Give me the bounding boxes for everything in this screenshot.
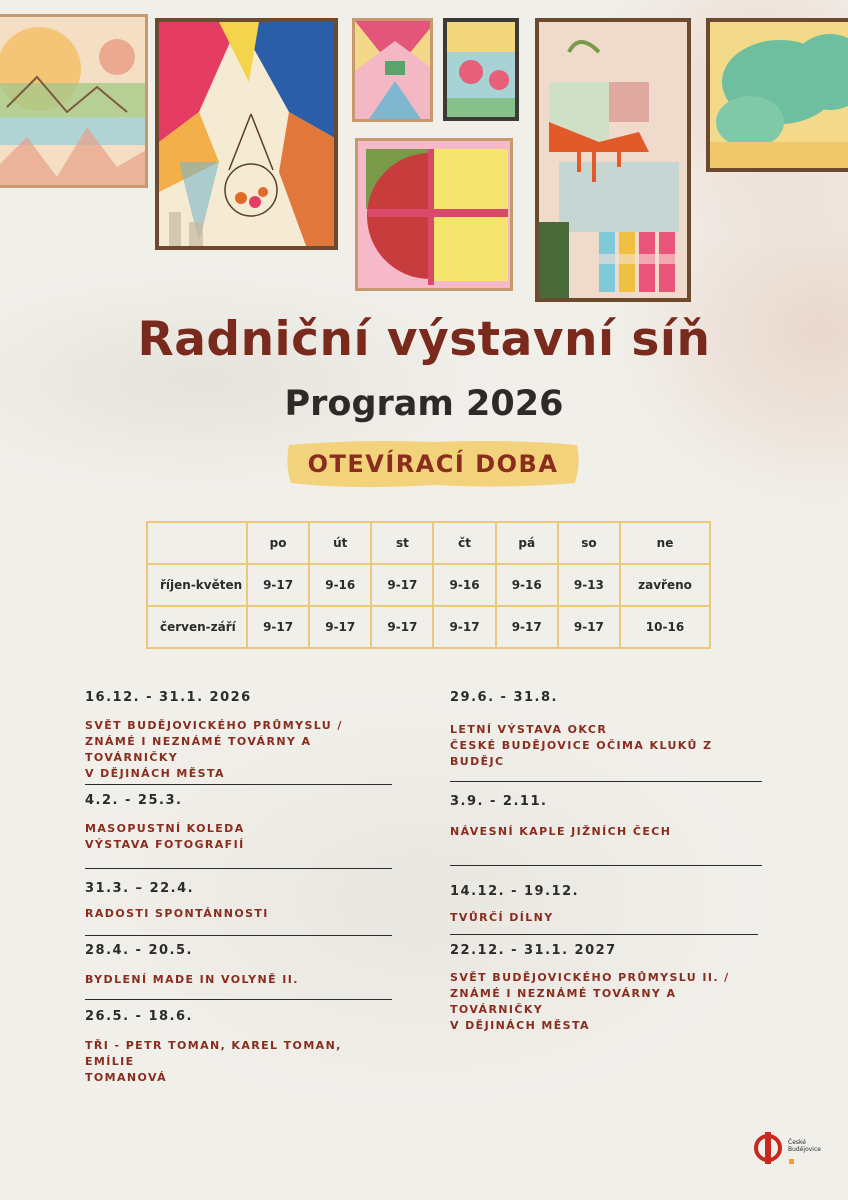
city-logo-wordmark [788, 1139, 821, 1153]
exhibition-title-line: LETNÍ VÝSTAVA OKCR [450, 723, 608, 736]
exhibition-title-line: TŘI - PETR TOMAN, KAREL TOMAN, EMÍLIE [85, 1039, 342, 1068]
hours-cell: zavřeno [620, 564, 710, 606]
artwork-green-cloud [706, 18, 848, 172]
exhibition-entry [450, 866, 758, 935]
exhibition-title [450, 722, 762, 770]
exhibition-date: 31.3. – 22.4. [85, 881, 195, 896]
hours-cell: 9-13 [558, 564, 620, 606]
exhibition-title [450, 824, 762, 840]
hours-cell: 9-16 [309, 564, 371, 606]
day-header: čt [433, 522, 495, 564]
table-row [147, 606, 710, 648]
exhibition-date: 28.4. - 20.5. [85, 943, 193, 958]
season-label: červen-září [147, 606, 247, 648]
program-column-left [85, 688, 392, 1084]
hours-cell: 10-16 [620, 606, 710, 648]
exhibition-title-line: V DĚJINÁCH MĚSTA [85, 767, 225, 780]
artwork-small-circles [443, 18, 519, 121]
logo-line: České [788, 1139, 806, 1146]
exhibition-title-line: SVĚT BUDĚJOVICKÉHO PRŮMYSLU / [85, 719, 343, 732]
exhibition-entry [450, 690, 762, 782]
exhibition-date: 22.12. - 31.1. 2027 [450, 943, 617, 958]
table-header-row [147, 522, 710, 564]
exhibition-entry [450, 782, 762, 866]
exhibition-title [85, 718, 392, 782]
exhibition-date: 29.6. - 31.8. [450, 690, 558, 705]
day-header: so [558, 522, 620, 564]
hours-cell: 9-17 [433, 606, 495, 648]
logo-line: Budějovice [788, 1146, 821, 1153]
exhibition-title-line: BYDLENÍ MADE IN VOLYNĚ II. [85, 973, 299, 986]
table-corner-cell [147, 522, 247, 564]
exhibition-title-line: NÁVESNÍ KAPLE JIŽNÍCH ČECH [450, 825, 672, 838]
hours-cell: 9-17 [558, 606, 620, 648]
day-header: pá [496, 522, 558, 564]
exhibition-title-line: VÝSTAVA FOTOGRAFIÍ [85, 838, 245, 851]
opening-hours-table [146, 521, 711, 649]
day-header: út [309, 522, 371, 564]
exhibition-title-line: MASOPUSTNÍ KOLEDA [85, 822, 245, 835]
exhibition-entry [85, 785, 392, 869]
hours-heading: OTEVÍRACÍ DOBA [307, 450, 559, 478]
hours-cell: 9-17 [496, 606, 558, 648]
exhibition-title [85, 821, 392, 853]
exhibition-title-line: ZNÁMÉ I NEZNÁMÉ TOVÁRNY A TOVÁRNIČKY [85, 735, 312, 764]
exhibition-title-line: RADOSTI SPONTÁNNOSTI [85, 907, 269, 920]
exhibition-entry [450, 935, 762, 1032]
program-column-right [450, 690, 762, 1032]
exhibition-title-line: TOMANOVÁ [85, 1071, 168, 1084]
hours-cell: 9-16 [433, 564, 495, 606]
exhibition-title-line: V DĚJINÁCH MĚSTA [450, 1019, 590, 1032]
exhibition-title [450, 910, 758, 926]
day-header: st [371, 522, 433, 564]
exhibition-entry [85, 688, 392, 785]
exhibition-date: 4.2. - 25.3. [85, 793, 183, 808]
exhibition-title [85, 972, 392, 988]
exhibition-date: 26.5. - 18.6. [85, 1009, 193, 1024]
exhibition-entry [85, 1000, 392, 1084]
hours-cell: 9-17 [309, 606, 371, 648]
artwork-collage [535, 18, 691, 302]
page-subtitle: Program 2026 [284, 384, 564, 424]
exhibition-title [85, 906, 392, 922]
exhibition-date: 14.12. - 19.12. [450, 884, 580, 899]
page-title: Radniční výstavní síň [137, 312, 711, 367]
hours-cell: 9-17 [371, 564, 433, 606]
exhibition-title-line: ZNÁMÉ I NEZNÁMÉ TOVÁRNY A TOVÁRNIČKY [450, 987, 677, 1016]
artwork-small-triangles [352, 18, 433, 122]
exhibition-title [85, 1038, 392, 1086]
exhibition-title-line: TVŮRČÍ DÍLNY [450, 911, 554, 924]
exhibition-date: 16.12. - 31.1. 2026 [85, 690, 252, 705]
exhibition-entry [85, 936, 392, 1000]
artwork-abstract-landscape [0, 14, 148, 188]
hours-cell: 9-17 [247, 606, 309, 648]
artwork-red-circle [355, 138, 513, 291]
artwork-hanging-basket [155, 18, 338, 250]
day-header: po [247, 522, 309, 564]
day-header: ne [620, 522, 710, 564]
table-row [147, 564, 710, 606]
hours-cell: 9-16 [496, 564, 558, 606]
season-label: říjen-květen [147, 564, 247, 606]
hours-cell: 9-17 [371, 606, 433, 648]
hours-heading-banner [283, 437, 583, 491]
exhibition-date: 3.9. - 2.11. [450, 794, 548, 809]
exhibition-entry [85, 869, 392, 936]
exhibition-title [450, 970, 762, 1034]
exhibition-title-line: ČESKÉ BUDĚJOVICE OČIMA KLUKŮ Z BUDĚJC [450, 739, 713, 768]
exhibition-title-line: SVĚT BUDĚJOVICKÉHO PRŮMYSLU II. / [450, 971, 730, 984]
hours-cell: 9-17 [247, 564, 309, 606]
